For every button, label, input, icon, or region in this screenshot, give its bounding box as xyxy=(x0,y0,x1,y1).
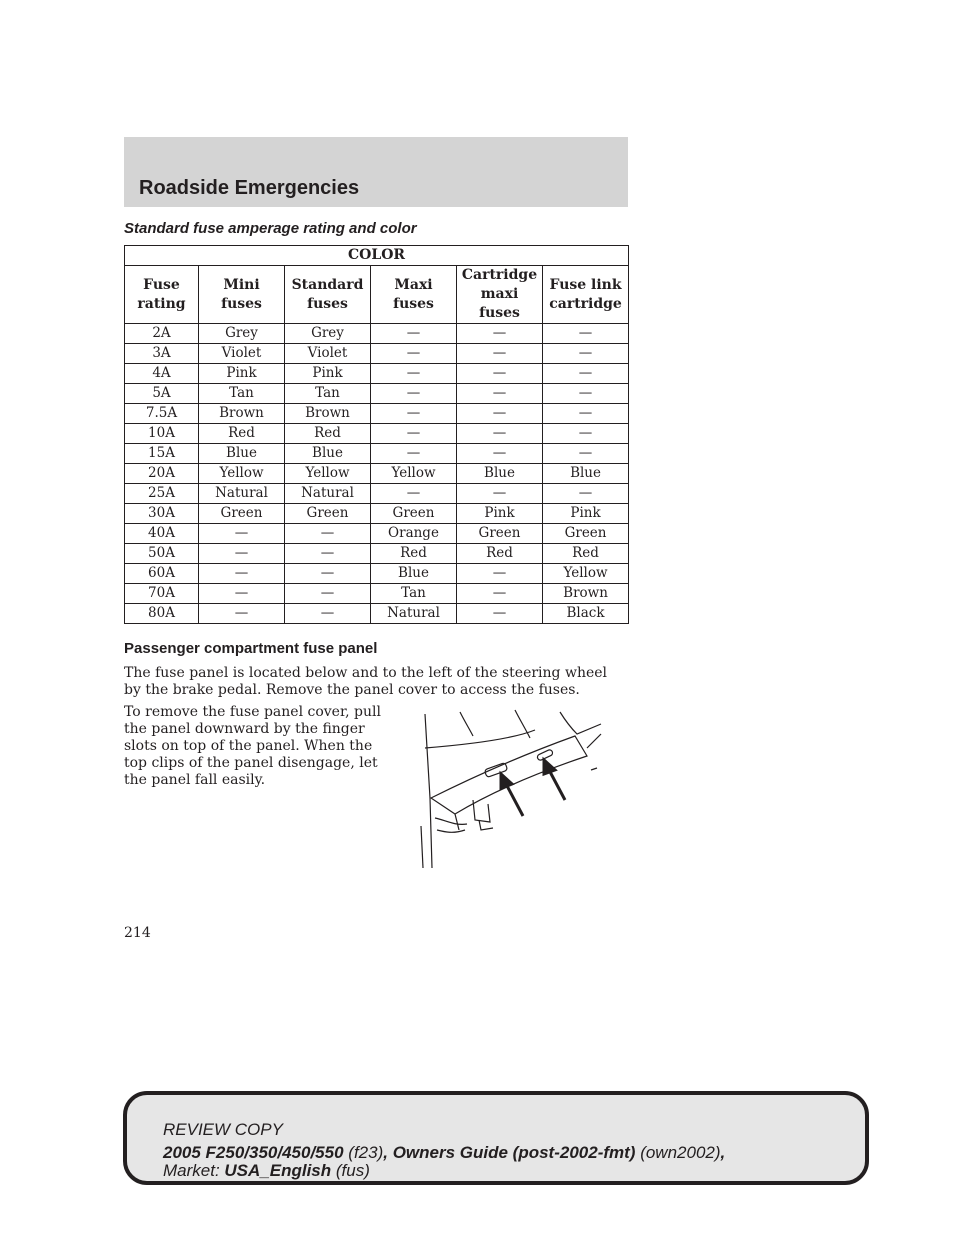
fuse-color-cell: — xyxy=(457,344,543,364)
table-row xyxy=(125,444,629,464)
fuse-color-cell: Natural xyxy=(199,484,285,504)
fuse-color-cell: — xyxy=(285,564,371,584)
fuse-color-cell: Natural xyxy=(285,484,371,504)
fuse-color-cell: Yellow xyxy=(285,464,371,484)
table-row xyxy=(125,364,629,384)
fuse-color-cell: Tan xyxy=(371,584,457,604)
fuse-color-cell: — xyxy=(199,524,285,544)
fuse-color-cell: — xyxy=(371,344,457,364)
fuse-color-cell: Pink xyxy=(199,364,285,384)
table-row xyxy=(125,424,629,444)
fuse-color-cell: Red xyxy=(371,544,457,564)
fuse-color-cell: Pink xyxy=(543,504,629,524)
fuse-color-cell: — xyxy=(199,604,285,624)
column-header-text: Cartridge xyxy=(461,267,538,283)
fuse-color-cell: — xyxy=(285,544,371,564)
fuse-rating-cell: 40A xyxy=(125,524,199,544)
fuse-color-cell: — xyxy=(457,444,543,464)
fuse-color-cell: Green xyxy=(199,504,285,524)
footer-sep: , xyxy=(720,1143,726,1162)
column-header-text: fuses xyxy=(393,295,434,312)
fuse-color-cell: — xyxy=(543,344,629,364)
fuse-color-cell: — xyxy=(371,424,457,444)
table-row xyxy=(125,464,629,484)
column-header-text: Fuse xyxy=(143,276,180,293)
fuse-color-cell: — xyxy=(457,584,543,604)
column-header-text: Mini xyxy=(223,276,260,293)
fuse-color-cell: Red xyxy=(285,424,371,444)
fuse-color-cell: — xyxy=(199,584,285,604)
footer-publication-line xyxy=(163,1143,725,1163)
footer-guide-code: (own2002) xyxy=(635,1143,721,1162)
footer-market-label: Market: xyxy=(163,1161,225,1180)
fuse-color-cell: — xyxy=(543,484,629,504)
table-row xyxy=(125,564,629,584)
fuse-rating-cell: 5A xyxy=(125,384,199,404)
fuse-color-cell: — xyxy=(543,424,629,444)
fuse-color-cell: Blue xyxy=(543,464,629,484)
color-group-header: COLOR xyxy=(125,246,629,266)
review-copy-footer xyxy=(123,1091,869,1185)
fuse-color-cell: Brown xyxy=(543,584,629,604)
fuse-color-cell: Green xyxy=(371,504,457,524)
footer-market-line xyxy=(163,1161,370,1181)
fuse-rating-cell: 2A xyxy=(125,324,199,344)
table-row xyxy=(125,584,629,604)
table-row xyxy=(125,504,629,524)
fuse-color-cell: — xyxy=(457,564,543,584)
fuse-rating-cell: 15A xyxy=(125,444,199,464)
fuse-color-cell: — xyxy=(457,404,543,424)
footer-sep: , xyxy=(383,1143,393,1162)
fuse-color-cell: — xyxy=(543,404,629,424)
fuse-rating-cell: 70A xyxy=(125,584,199,604)
fuse-color-cell: — xyxy=(543,364,629,384)
fuse-color-cell: Tan xyxy=(285,384,371,404)
column-header-text: fuses xyxy=(307,295,348,312)
fuse-color-cell: — xyxy=(199,564,285,584)
fuse-color-cell: Green xyxy=(457,524,543,544)
fuse-color-cell: — xyxy=(457,364,543,384)
fuse-color-cell: Grey xyxy=(285,324,371,344)
fuse-color-cell: — xyxy=(285,604,371,624)
fuse-panel-illustration xyxy=(415,708,605,870)
fuse-color-cell: — xyxy=(543,324,629,344)
fuse-color-cell: Pink xyxy=(285,364,371,384)
fuse-color-cell: Pink xyxy=(457,504,543,524)
footer-guide: Owners Guide (post-2002-fmt) xyxy=(392,1143,636,1162)
table-row xyxy=(125,344,629,364)
column-header xyxy=(371,266,457,324)
fuse-color-cell: Green xyxy=(543,524,629,544)
fuse-color-cell: — xyxy=(457,384,543,404)
fuse-color-cell: — xyxy=(199,544,285,564)
section-title: Roadside Emergencies xyxy=(139,177,360,199)
column-header-text: fuses xyxy=(221,295,262,312)
fuse-color-cell: Blue xyxy=(199,444,285,464)
fuse-color-cell: — xyxy=(285,524,371,544)
column-header-text: Standard xyxy=(291,276,364,293)
fuse-color-cell: Brown xyxy=(285,404,371,424)
footer-model: 2005 F250/350/450/550 xyxy=(163,1143,344,1162)
fuse-color-cell: — xyxy=(371,404,457,424)
fuse-rating-cell: 60A xyxy=(125,564,199,584)
fuse-color-cell: Natural xyxy=(371,604,457,624)
fuse-color-cell: Violet xyxy=(285,344,371,364)
fuse-color-cell: — xyxy=(457,604,543,624)
fuse-rating-cell: 4A xyxy=(125,364,199,384)
fuse-rating-cell: 80A xyxy=(125,604,199,624)
fuse-color-cell: Blue xyxy=(371,564,457,584)
fuse-panel-heading: Passenger compartment fuse panel xyxy=(124,640,378,657)
fuse-color-cell: Orange xyxy=(371,524,457,544)
fuse-color-cell: — xyxy=(457,484,543,504)
fuse-color-cell: — xyxy=(457,324,543,344)
section-header-band xyxy=(124,137,628,207)
column-header-text: rating xyxy=(137,295,186,312)
fuse-rating-cell: 30A xyxy=(125,504,199,524)
fuse-color-cell: — xyxy=(543,444,629,464)
fuse-color-cell: Violet xyxy=(199,344,285,364)
column-header xyxy=(285,266,371,324)
table-row xyxy=(125,384,629,404)
column-header-text: maxi xyxy=(480,286,519,302)
table-row xyxy=(125,484,629,504)
page-number: 214 xyxy=(124,925,151,941)
fuse-color-cell: Red xyxy=(543,544,629,564)
fuse-color-cell: Brown xyxy=(199,404,285,424)
column-header xyxy=(457,266,543,324)
fuse-color-cell: — xyxy=(457,424,543,444)
footer-review-label: REVIEW COPY xyxy=(163,1120,283,1139)
fuse-color-cell: Yellow xyxy=(371,464,457,484)
table-row xyxy=(125,524,629,544)
table-row xyxy=(125,404,629,424)
table-row xyxy=(125,604,629,624)
fuse-color-cell: — xyxy=(371,444,457,464)
table-row xyxy=(125,324,629,344)
fuse-color-cell: Yellow xyxy=(543,564,629,584)
fuse-rating-cell: 7.5A xyxy=(125,404,199,424)
fuse-color-cell: Red xyxy=(457,544,543,564)
footer-market: USA_English xyxy=(224,1161,332,1180)
fuse-color-cell: — xyxy=(371,324,457,344)
fuse-color-cell: — xyxy=(285,584,371,604)
column-header-text: Fuse link xyxy=(549,276,622,293)
column-header-text: fuses xyxy=(479,305,520,321)
fuse-rating-cell: 25A xyxy=(125,484,199,504)
table-row xyxy=(125,544,629,564)
fuse-rating-cell: 10A xyxy=(125,424,199,444)
column-header xyxy=(125,266,199,324)
column-header xyxy=(199,266,285,324)
fuse-color-cell: Green xyxy=(285,504,371,524)
column-header-text: cartridge xyxy=(549,295,622,312)
fuse-color-cell: Grey xyxy=(199,324,285,344)
fuse-rating-cell: 20A xyxy=(125,464,199,484)
fuse-panel-location-text: The fuse panel is located below and to the left of the steering wheel by the brake pedal. Remove the panel cover to access the fuses. xyxy=(124,665,608,698)
fuse-panel-removal-text: To remove the fuse panel cover, pull the panel downward by the finger slots on top of the panel. When the top clips of the panel disengage, let the panel fall easily. xyxy=(124,704,381,788)
fuse-color-cell: Yellow xyxy=(199,464,285,484)
fuse-color-cell: — xyxy=(371,364,457,384)
fuse-color-cell: Blue xyxy=(285,444,371,464)
fuse-color-table xyxy=(124,245,629,624)
fuse-color-cell: Black xyxy=(543,604,629,624)
fuse-rating-cell: 50A xyxy=(125,544,199,564)
footer-market-code: (fus) xyxy=(331,1161,370,1180)
column-header xyxy=(543,266,629,324)
fuse-color-cell: Tan xyxy=(199,384,285,404)
footer-model-code: (f23) xyxy=(343,1143,384,1162)
fuse-rating-cell: 3A xyxy=(125,344,199,364)
fuse-color-cell: — xyxy=(371,384,457,404)
fuse-color-cell: Red xyxy=(199,424,285,444)
table-caption: Standard fuse amperage rating and color xyxy=(124,220,417,237)
column-header-text: Maxi xyxy=(394,276,433,293)
fuse-color-cell: — xyxy=(543,384,629,404)
fuse-color-cell: Blue xyxy=(457,464,543,484)
fuse-color-cell: — xyxy=(371,484,457,504)
